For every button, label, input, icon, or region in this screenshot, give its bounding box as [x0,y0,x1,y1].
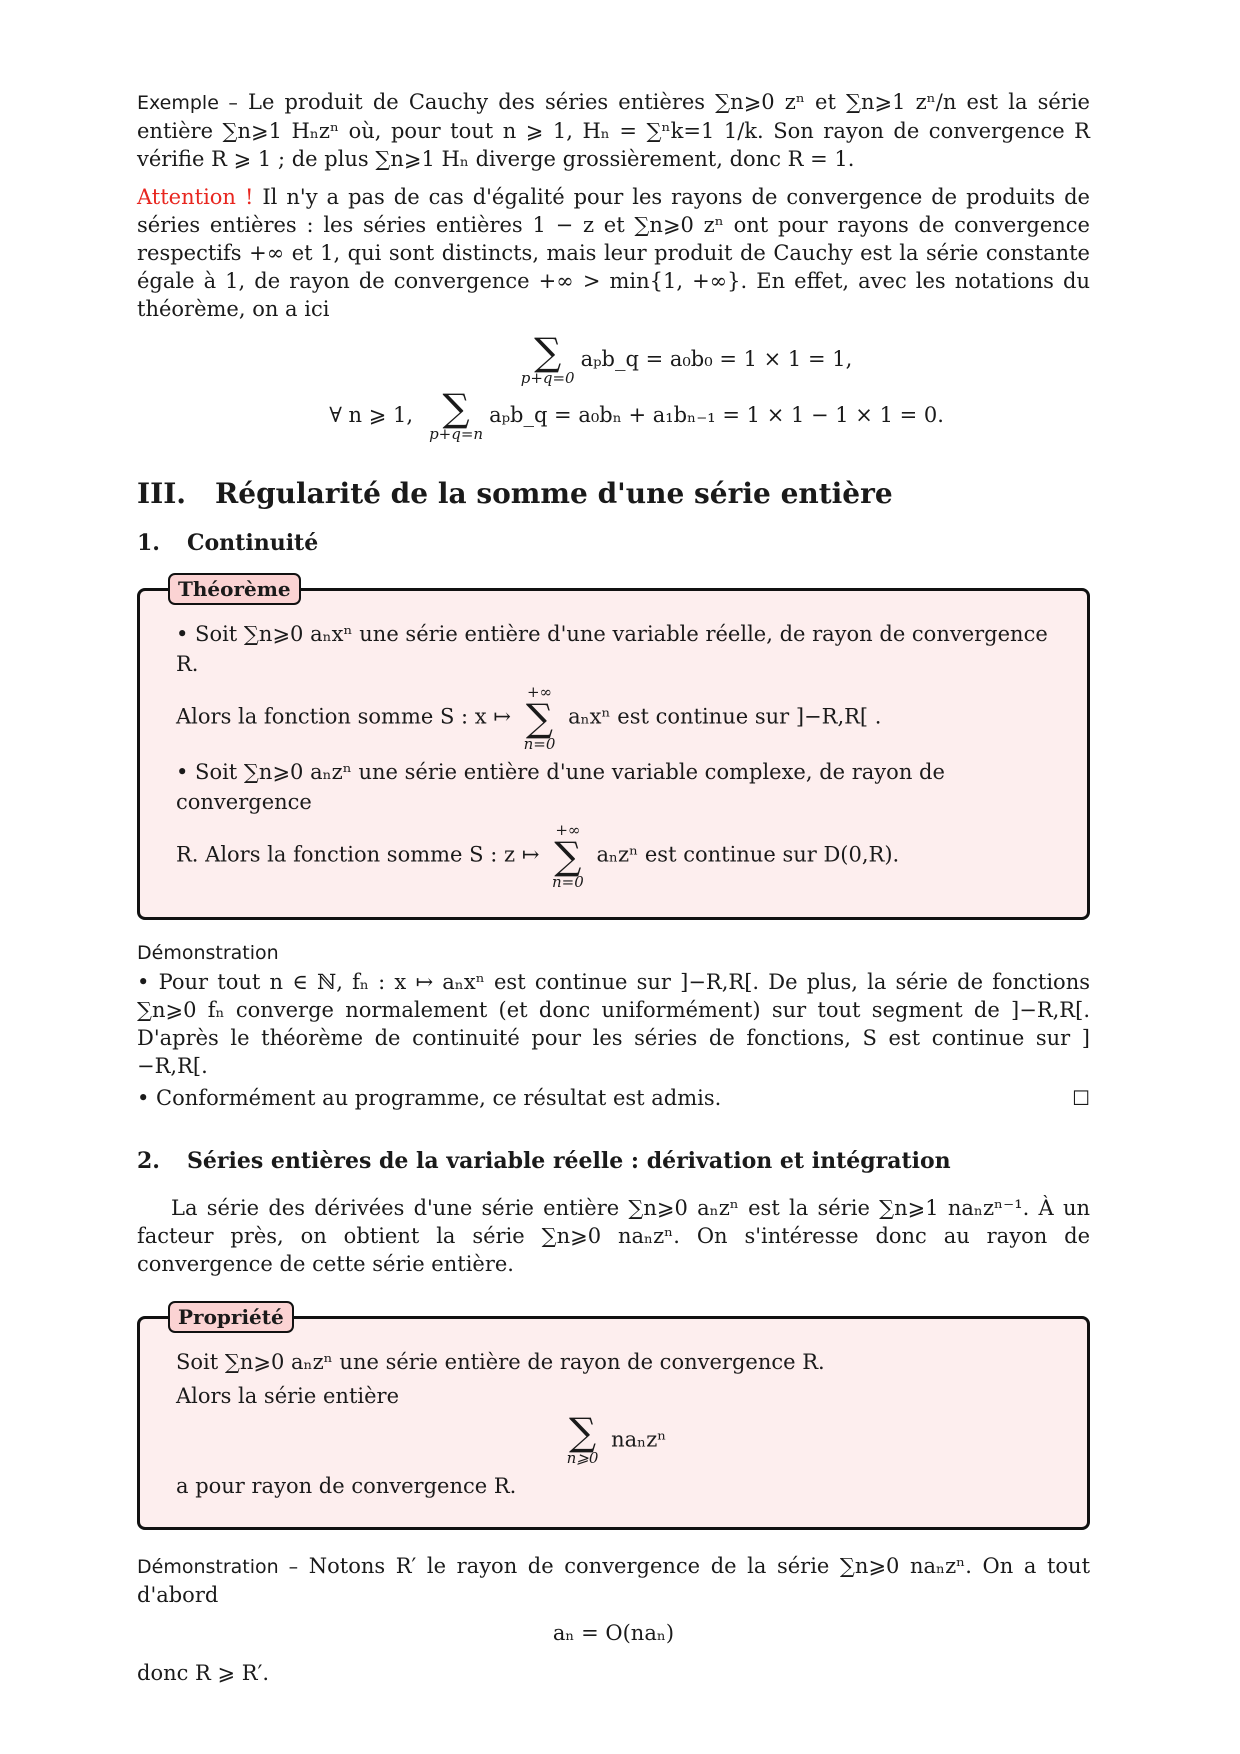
sum-symbol: +∞ ∑ n=0 [551,821,584,891]
section-title: Régularité de la somme d'une série entière [215,477,893,510]
sum-symbol: ∑ p+q=0 [520,330,575,387]
sum-symbol: ∑ p+q=n [429,386,484,443]
property-tag: Propriété [168,1301,294,1333]
demonstration-1-text: • Pour tout n ∈ ℕ, fₙ : x ↦ aₙxⁿ est continue sur ]−R,R[. De plus, la série de fonctions ∑n⩾0 fₙ converge normalement (et donc uniformément) sur tout segment de ]−R,R[. D'après le théorème de continuité pour les séries de fonctions, S est continue sur ]−R,R[. [137,970,1090,1078]
attention-label: Attention ! [137,185,254,209]
attention-text: Il n'y a pas de cas d'égalité pour les rayons de convergence de produits de séries entières : les séries entières 1 − z et ∑n⩾0 zⁿ ont pour rayons de convergence respectifs +∞ et 1, qui sont distincts, mais leur produit de Cauchy est la série constante égale à 1, de rayon de convergence +∞ > min{1, +∞}. En effet, avec les notations du théorème, on a ici [137,185,1090,321]
demonstration-2-conclusion: donc R ⩾ R′. [137,1661,270,1685]
page-content [137,88,1090,1697]
theorem-line-1: • Soit ∑n⩾0 aₙxⁿ une série entière d'une variable réelle, de rayon de convergence R. [176,622,1048,676]
example-text: Le produit de Cauchy des séries entières ∑n⩾0 zⁿ et ∑n⩾1 zⁿ/n est la série entière ∑n⩾1 Hₙzⁿ où, pour tout n ⩾ 1, Hₙ = ∑ⁿk=1 1/k. Son rayon de convergence R vérifie R ⩾ 1 ; de plus ∑n⩾1 Hₙ diverge grossièrement, donc R = 1. [137,90,1090,171]
section-heading [137,477,1090,510]
subsection-number: 2. [137,1148,160,1174]
demonstration-label-1: Démonstration [137,942,279,964]
property-line-1: Soit ∑n⩾0 aₙzⁿ une série entière de rayon de convergence R. [176,1350,825,1374]
sum-symbol: +∞ ∑ n=0 [523,683,556,753]
equation-2-body: aₚb_q = a₀bₙ + a₁bₙ₋₁ = 1 × 1 − 1 × 1 = 0. [489,403,944,427]
equation-row-1 [137,330,1090,387]
theorem-line-3: • Soit ∑n⩾0 aₙzⁿ une série entière d'une variable complexe, de rayon de convergence [176,760,945,814]
theorem-box [137,577,1090,920]
theorem-line-4: R. Alors la fonction somme S : z ↦ +∞ ∑ n=0 aₙzⁿ est continue sur D(0,R). [176,821,900,891]
theorem-tag: Théorème [168,573,301,605]
property-sum: ∑ n⩾0 naₙzⁿ [566,1410,667,1467]
property-line-2: Alors la série entière [176,1384,399,1408]
subsection-heading-2 [137,1148,1090,1174]
demonstration-2-equation: aₙ = O(naₙ) [552,1621,675,1645]
theorem-line-2: Alors la fonction somme S : x ↦ +∞ ∑ n=0 aₙxⁿ est continue sur ]−R,R[ . [176,683,882,753]
property-box [137,1305,1090,1530]
demonstration-1-admitted: • Conformément au programme, ce résultat est admis. ☐ [137,1086,1090,1110]
demonstration-label-2: Démonstration – [137,1556,299,1578]
example-paragraph [137,88,1090,173]
property-line-3: a pour rayon de convergence R. [176,1474,517,1498]
subsection-number: 1. [137,530,160,556]
intro-paragraph: La série des dérivées d'une série entière ∑n⩾0 aₙzⁿ est la série ∑n⩾1 naₙzⁿ⁻¹. À un facteur près, on obtient la série ∑n⩾0 naₙzⁿ. On s'intéresse donc au rayon de convergence de cette série entière. [137,1196,1090,1276]
demonstration-2-paragraph: Démonstration – Notons R′ le rayon de convergence de la série ∑n⩾0 naₙzⁿ. On a tout d'abord [137,1554,1091,1607]
equation-row-2 [137,386,1090,443]
example-label: Exemple – [137,92,238,114]
equation-2-lead: ∀ n ⩾ 1, [329,403,414,427]
equation-1-body: aₚb_q = a₀b₀ = 1 × 1 = 1, [580,347,853,371]
sum-symbol: ∑ n⩾0 [566,1410,599,1467]
subsection-title: Continuité [187,530,319,556]
attention-equations [137,330,1090,443]
qed-symbol: ☐ [1072,1086,1090,1110]
section-number: III. [137,477,187,510]
subsection-title: Séries entières de la variable réelle : dérivation et intégration [187,1148,951,1174]
attention-paragraph [137,183,1090,323]
subsection-heading-1 [137,530,1090,556]
